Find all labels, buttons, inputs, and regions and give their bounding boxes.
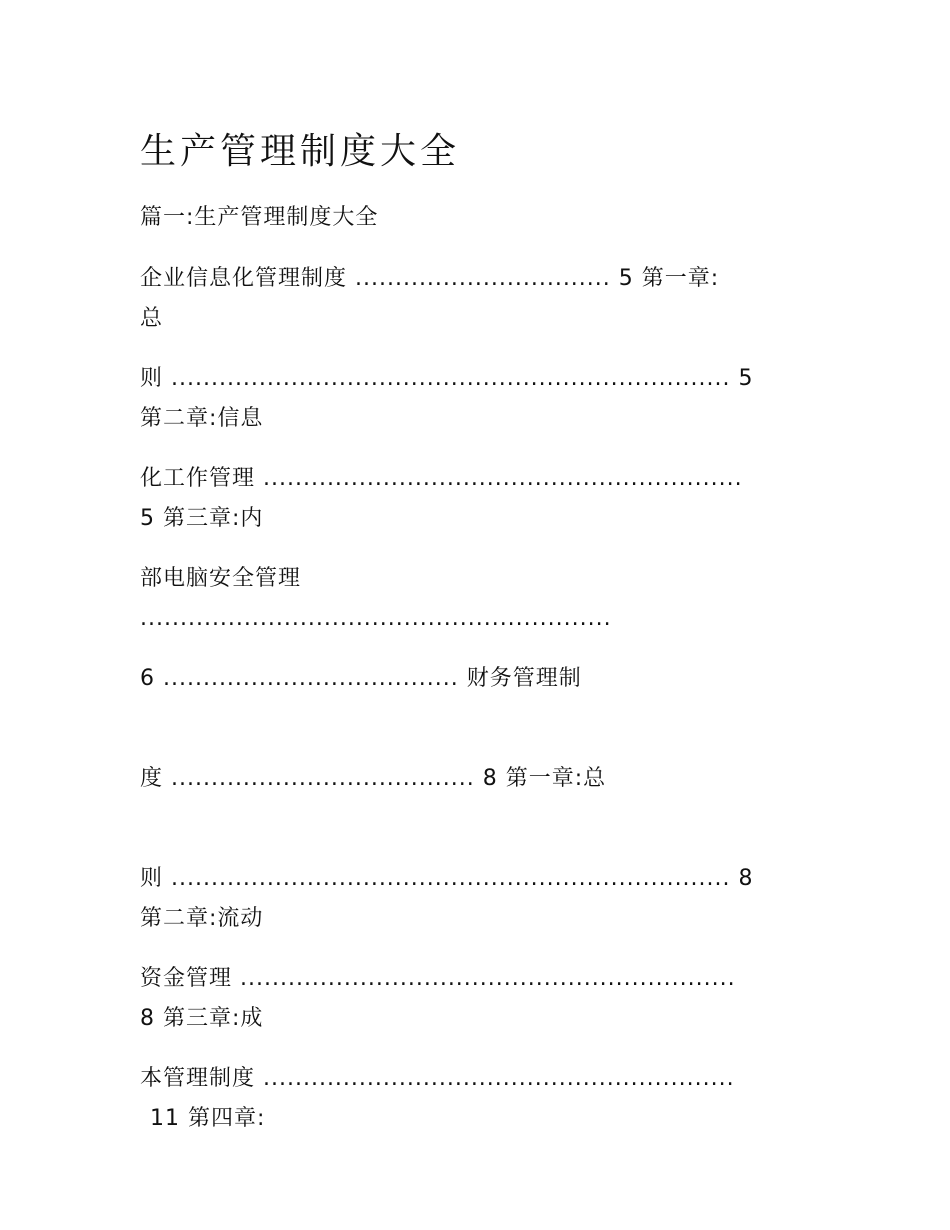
toc-line: 8 第三章:成 — [140, 1006, 264, 1031]
toc-entry — [140, 959, 810, 1059]
toc-entry — [140, 459, 810, 559]
toc-line: 资金管理 .............................................................. — [140, 966, 736, 991]
toc-entry — [140, 859, 810, 959]
toc-line: 化工作管理 ............................................................ — [140, 466, 743, 491]
document-subtitle: 篇一:生产管理制度大全 — [140, 205, 379, 230]
toc-entry — [140, 259, 810, 359]
toc-line: 则 ...................................................................... 8 — [140, 866, 754, 891]
toc-line: 本管理制度 ........................................................... — [140, 1066, 735, 1091]
toc-line: 度 ...................................... 8 第一章:总 — [140, 766, 607, 791]
document-title: 生产管理制度大全 — [140, 131, 461, 172]
toc-entry — [140, 1059, 810, 1159]
toc-entry — [140, 359, 810, 459]
toc-line: 企业信息化管理制度 ................................ 5 第一章: — [140, 266, 720, 291]
toc-entry — [140, 759, 810, 859]
toc-entry — [140, 659, 810, 759]
toc-line: 11 第四章: — [150, 1106, 266, 1131]
toc-line: 则 ...................................................................... 5 — [140, 366, 754, 391]
toc-line: 第二章:信息 — [140, 406, 264, 431]
toc-line: 6 ..................................... 财务管理制 — [140, 666, 582, 691]
toc-line: 第二章:流动 — [140, 906, 264, 931]
toc-entry — [140, 559, 810, 659]
toc-line: 5 第三章:内 — [140, 506, 264, 531]
toc-line: 总 — [140, 306, 164, 331]
toc-line: ........................................................... — [140, 606, 612, 631]
toc-line: 部电脑安全管理 — [140, 566, 302, 591]
table-of-contents — [140, 259, 810, 1159]
